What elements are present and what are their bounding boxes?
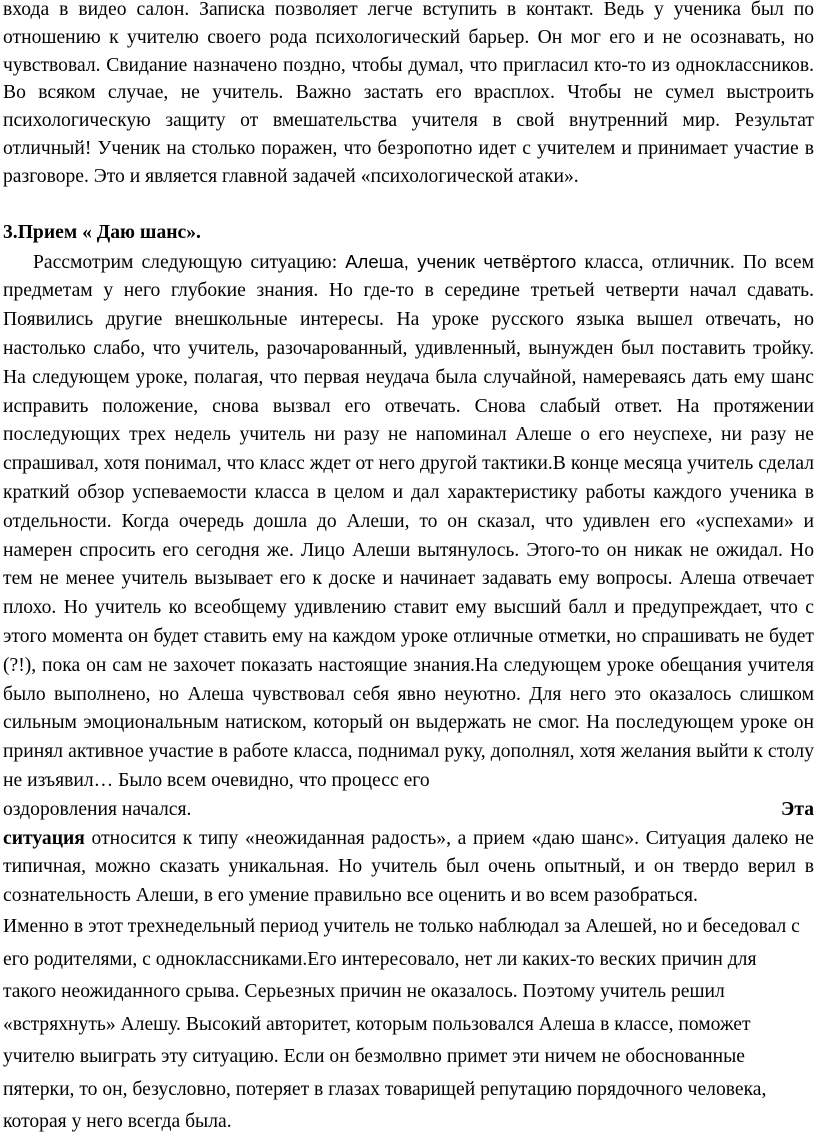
paragraph-spacer [3, 191, 814, 218]
paragraph-situation-type-text: относится к типу «неожиданная радость», а прием «даю шанс». Ситуация далеко не типичная, можно сказать уникальная. Но учитель был очень опытный, и он твердо верил в сознательность Алеши, в его умение правильно все оценить и во всем разобраться. [3, 827, 814, 907]
paragraph-lead-text: Рассмотрим следующую ситуацию: [33, 251, 346, 273]
paragraph-body-text: класса, отличник. По всем предметам у него глубокие знания. Но где-то в середине третьей четверти начал сдавать. Появились другие внешкольные интересы. На уроке русского языка вышел отвечать, но настолько слабо, что учитель, разочарованный, удивленный, вынужден был поставить тройку. На следующем уроке, полагая, что первая неудача была случайной, намереваясь дать ему шанс исправить положение, снова вызвал его отвечать. Снова слабый ответ. На протяжении последующих трех недель учитель ни разу не напоминал Алеше о его неуспехе, ни разу не спрашивал, хотя понимал, что класс ждет от него другой тактики.В конце месяца учитель сделал краткий обзор успеваемости класса в целом и дал характеристику работы каждого ученика в отдельности. Когда очередь дошла до Алеши, то он сказал, что удивлен его «успехами» и намерен спросить его сегодня же. Лицо Алеши вытянулось. Этого-то он никак не ожидал. Но тем не менее учитель вызывает его к доске и начинает задавать ему вопросы. Алеша отвечает плохо. Но учитель ко всеобщему удивлению ставит ему высший балл и предупреждает, что с этого момента он будет ставить ему на каждом уроке отличные отметки, но спрашивать не будет (?!), пока он сам не захочет показать настоящие знания.На следующем уроке обещания учителя было выполнено, но Алеша чувствовал себя явно неуютно. Для него это оказалось слишком сильным эмоциональным натиском, который он выдержать не смог. На последующем уроке он принял активное участие в работе класса, поднимал руку, дополнял, хотя желания выйти к столу не изъявил… Было всем очевидно, что процесс его [3, 251, 814, 791]
section-heading: 3.Прием « Даю шанс». [3, 221, 201, 243]
split-line [3, 796, 814, 825]
paragraph-sans-fragment: Алеша, ученик четвёртого [345, 250, 577, 272]
paragraph-situation-description [3, 248, 814, 796]
split-line-right: Эта [781, 798, 814, 820]
paragraph-teacher-strategy: Именно в этот трехнедельный период учитель не только наблюдал за Алешей, но и беседовал с его родителями, с одноклассниками.Его интересовало, нет ли каких-то веских причин для такого неожиданного срыва. Серьезных причин не оказалось. Поэтому учитель решил «встряхнуть» Алешу. Высокий авторитет, которым пользовался Алеша в классе, поможет учителю выиграть эту ситуацию. Если он безмолвно примет эти ничем не обоснованные пятерки, то он, безусловно, потеряет в глазах товарищей репутацию порядочного человека, которая у него всегда была. [3, 915, 800, 1133]
paragraph-psychological-attack: входа в видео салон. Записка позволяет легче вступить в контакт. Ведь у ученика был по отношению к учителю своего рода психологический барьер. Он мог его и не осознавать, но чувствовал. Свидание назначено поздно, чтобы думал, что пригласил кто-то из одноклассников. Во всяком случае, не учитель. Важно застать его врасплох. Чтобы не сумел выстроить психологическую защиту от вмешательства учителя в свой внутренний мир. Результат отличный! Ученик на столько поражен, что безропотно идет с учителем и принимает участие в разговоре. Это и является главной задачей «психологической атаки». [3, 0, 814, 187]
bold-lead-word: ситуация [3, 827, 85, 849]
split-line-left: оздоровления начался. [3, 798, 192, 820]
paragraph-situation-type [3, 825, 814, 911]
